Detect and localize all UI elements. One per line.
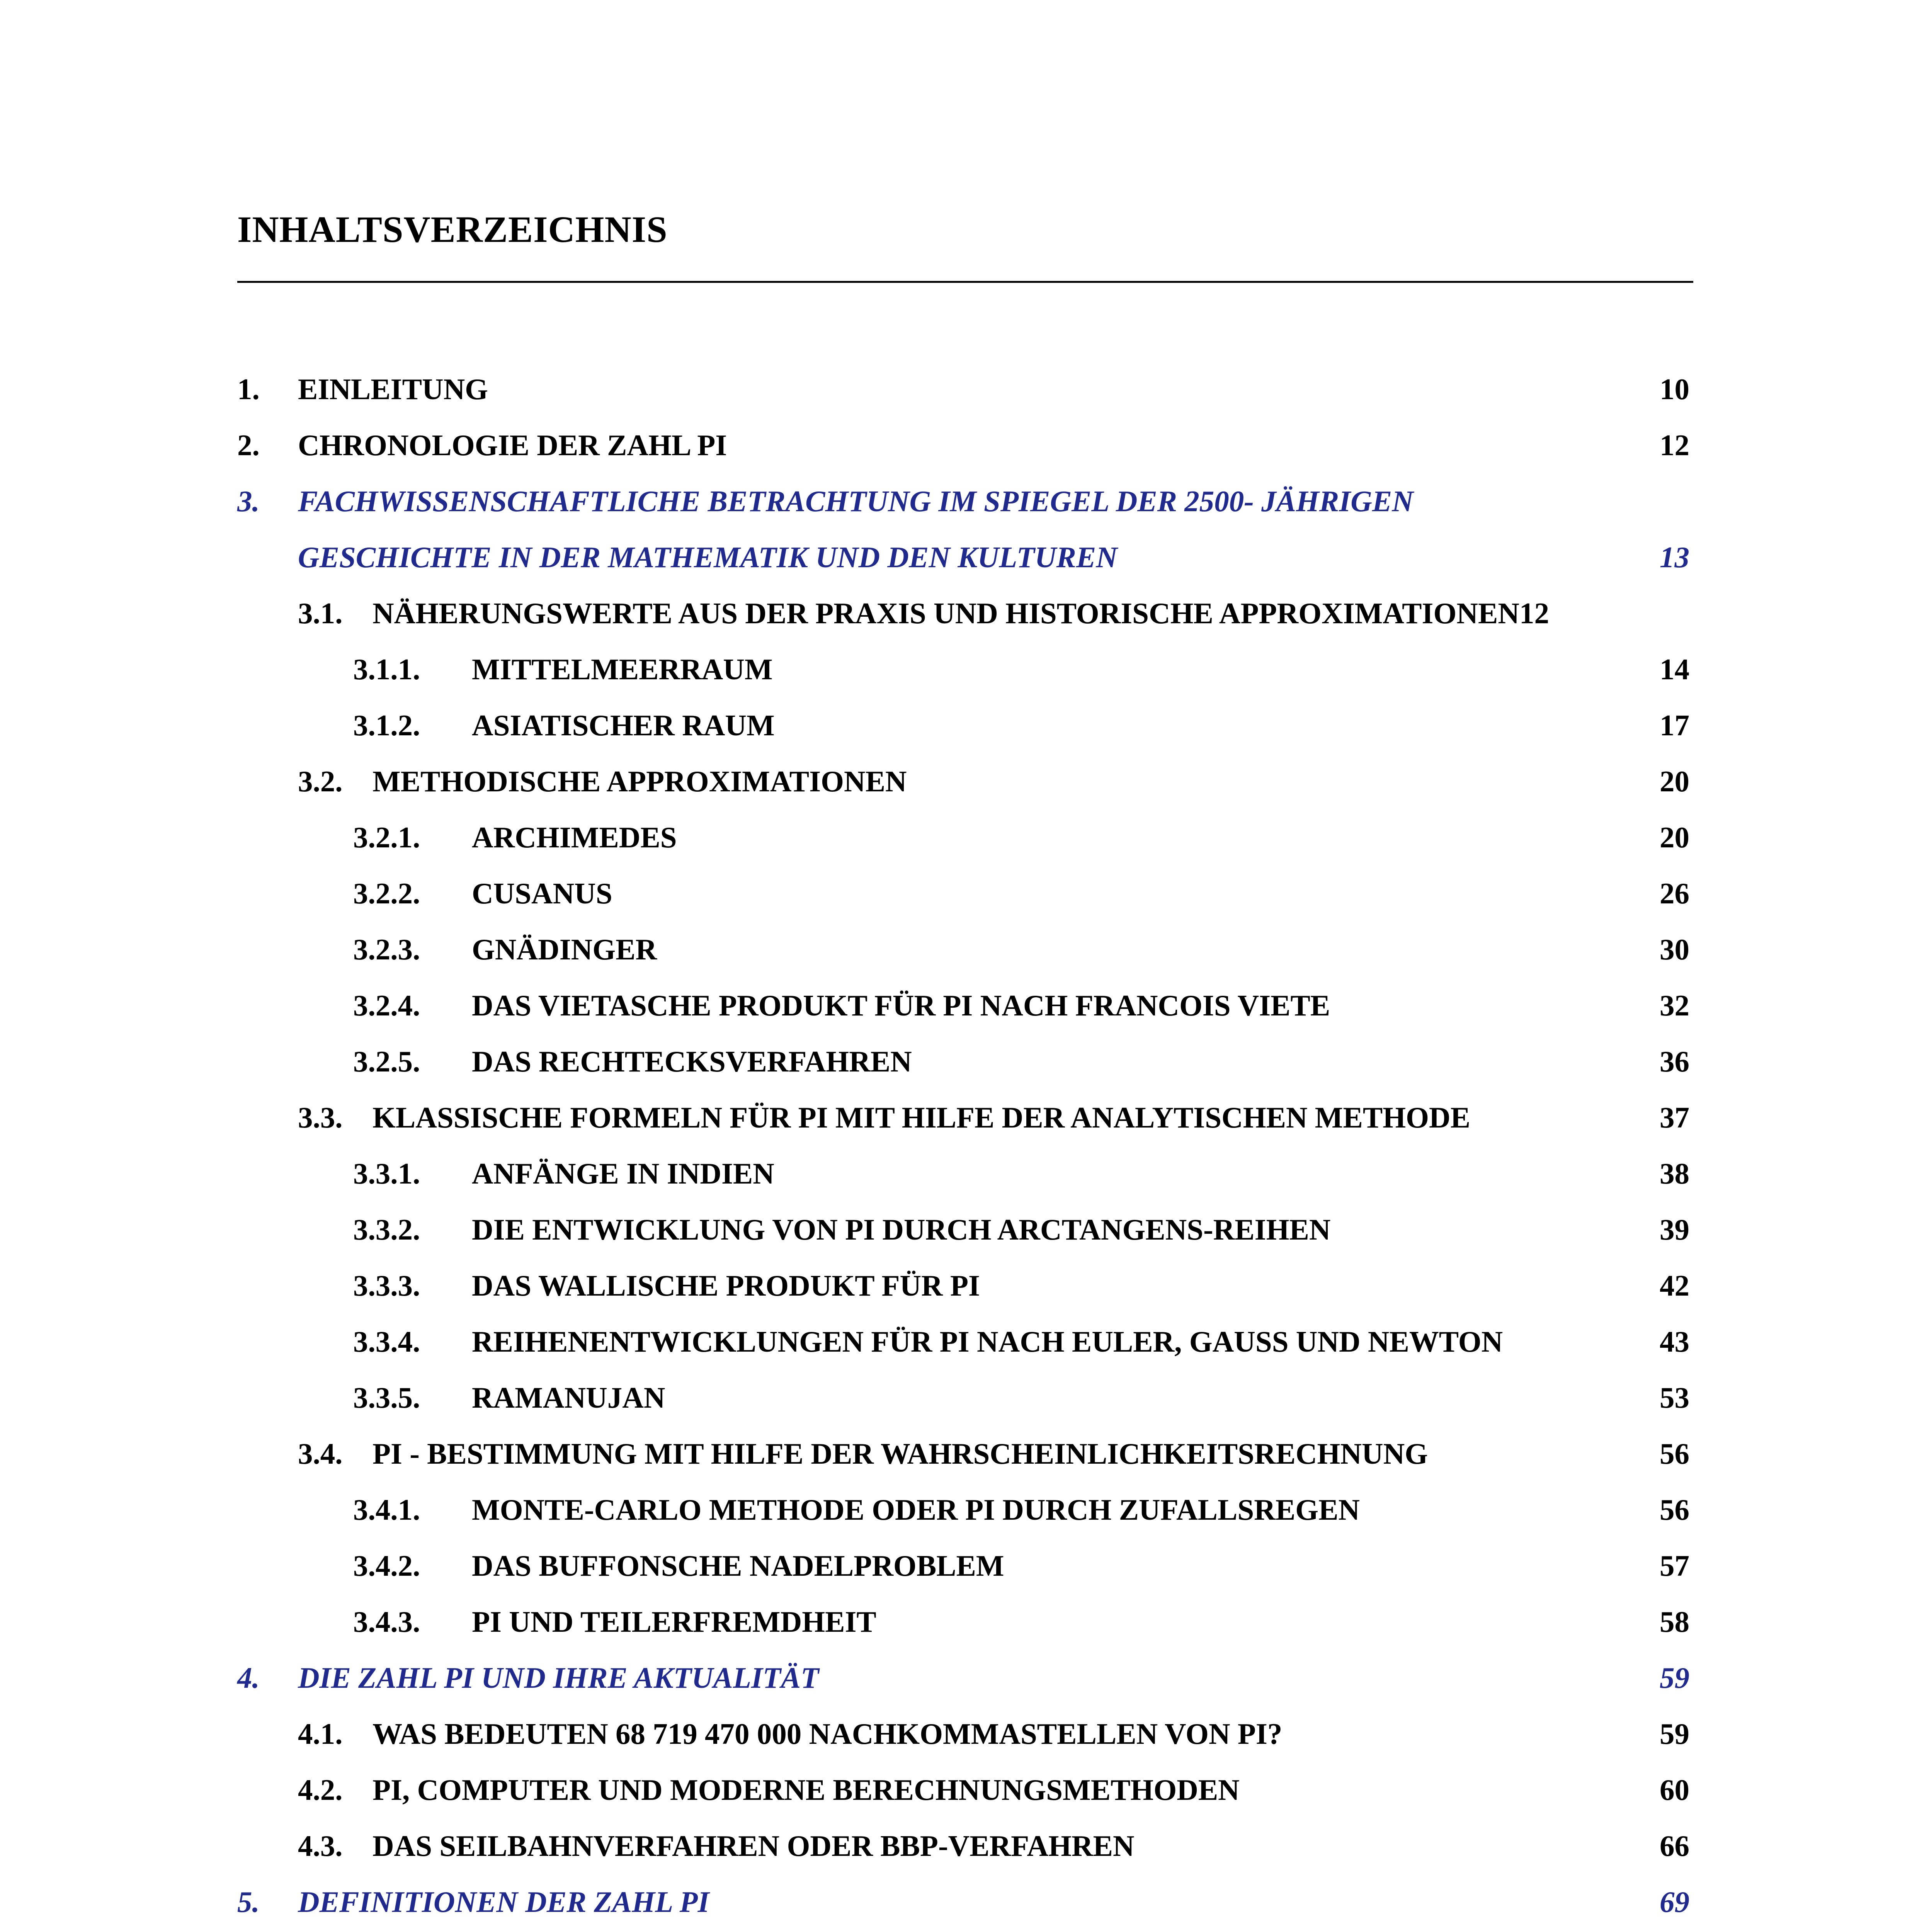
- title-divider: [237, 281, 1693, 283]
- toc-entry-title: CHRONOLOGIE DER ZAHL PI: [298, 429, 727, 462]
- toc-entry-number: 4.: [237, 1661, 260, 1694]
- toc-entry-number: 1.: [237, 372, 260, 406]
- toc-entry: [237, 922, 1689, 978]
- toc-entry-page: 38: [1660, 1157, 1689, 1190]
- toc-entry-number: 3.3.2.: [353, 1213, 420, 1246]
- page-title: INHALTSVERZEICHNIS: [237, 209, 668, 250]
- toc-entry-page: 20: [1660, 821, 1689, 854]
- toc-entry: [237, 697, 1689, 753]
- toc-entry-title: DEFINITIONEN DER ZAHL PI: [298, 1885, 709, 1918]
- toc-entry-page: [1660, 1930, 1689, 1932]
- toc-entry-title: DAS SEILBAHNVERFAHREN ODER BBP-VERFAHREN: [373, 1829, 1135, 1862]
- toc-entry-page: 12: [1660, 429, 1689, 462]
- toc-entry: [237, 1874, 1689, 1930]
- toc-entry-page: 56: [1660, 1493, 1689, 1526]
- toc-entry-page: 69: [1660, 1885, 1689, 1918]
- toc-entry: [237, 361, 1689, 417]
- toc-entry: [237, 1538, 1689, 1594]
- toc-entry: [237, 1426, 1689, 1482]
- toc-entry-number: 3.4.: [298, 1437, 343, 1470]
- toc-entry: [237, 1706, 1689, 1762]
- toc-entry-number: 3.3.: [298, 1101, 343, 1134]
- toc-entry-number: 3.3.3.: [353, 1269, 420, 1302]
- toc-entry-title: PI - BESTIMMUNG MIT HILFE DER WAHRSCHEINLICHKEITSRECHNUNG: [373, 1437, 1428, 1470]
- toc-entry-page: 30: [1660, 933, 1689, 966]
- toc-entry-number: 3.2.3.: [353, 933, 420, 966]
- toc-entry: [237, 1370, 1689, 1426]
- toc-entry-page: 42: [1660, 1269, 1689, 1302]
- toc-entry-page: 59: [1660, 1661, 1689, 1694]
- toc-entry-number: 3.2.5.: [353, 1045, 420, 1078]
- toc-entry-title: DAS BUFFONSCHE NADELPROBLEM: [472, 1549, 1004, 1582]
- toc-entry-title: METHODISCHE APPROXIMATIONEN: [373, 765, 907, 798]
- toc-entry-title: DIE ENTWICKLUNG VON PI DURCH ARCTANGENS-REIHEN: [472, 1213, 1331, 1246]
- toc-entry-number: 2.: [237, 429, 260, 462]
- toc-entry-number: 3.4.3.: [353, 1605, 420, 1638]
- toc-entry-number: 3.2.: [298, 765, 343, 798]
- toc-entry-title: FACHWISSENSCHAFTLICHE BETRACHTUNG IM SPIEGEL DER 2500- JÄHRIGEN: [298, 485, 1414, 518]
- toc-entry-title: NÄHERUNGSWERTE AUS DER PRAXIS UND HISTORISCHE APPROXIMATIONEN12: [373, 597, 1549, 630]
- toc-entry-title: REIHENENTWICKLUNGEN FÜR PI NACH EULER, GAUSS UND NEWTON: [472, 1325, 1503, 1358]
- toc-entry-page: 13: [1660, 541, 1689, 574]
- toc-entry: [237, 978, 1689, 1034]
- toc-entry: [237, 1090, 1689, 1146]
- toc-entry-page: 56: [1660, 1437, 1689, 1470]
- toc-entry-page: 59: [1660, 1717, 1689, 1750]
- toc-entry-title: PI UND TEILERFREMDHEIT: [472, 1605, 876, 1638]
- toc-entry-page: 20: [1660, 765, 1689, 798]
- toc-entry-page: 57: [1660, 1549, 1689, 1582]
- toc-entry-title: DIE ZAHL PI UND IHRE AKTUALITÄT: [298, 1661, 819, 1694]
- toc-entry-title: ANFÄNGE IN INDIEN: [472, 1157, 774, 1190]
- toc-entry-number: [298, 1930, 343, 1932]
- toc-entry-number: 3.3.4.: [353, 1325, 420, 1358]
- table-of-contents: [237, 361, 1689, 1932]
- toc-entry: [237, 585, 1689, 641]
- toc-entry-title: DAS VIETASCHE PRODUKT FÜR PI NACH FRANCOIS VIETE: [472, 989, 1330, 1022]
- toc-entry-page: 32: [1660, 989, 1689, 1022]
- toc-entry: [237, 1034, 1689, 1090]
- toc-entry: [237, 1930, 1689, 1932]
- toc-entry: [237, 1202, 1689, 1258]
- toc-entry: [237, 1314, 1689, 1370]
- toc-entry-page: 39: [1660, 1213, 1689, 1246]
- toc-entry-number: 3.4.1.: [353, 1493, 420, 1526]
- toc-entry: [237, 417, 1689, 473]
- toc-entry-title: [373, 1930, 1123, 1932]
- toc-entry: [237, 1482, 1689, 1538]
- toc-entry: [237, 529, 1689, 585]
- toc-entry-number: 3.3.5.: [353, 1381, 420, 1414]
- toc-entry: [237, 1146, 1689, 1202]
- toc-entry-title: WAS BEDEUTEN 68 719 470 000 NACHKOMMASTELLEN VON PI?: [373, 1717, 1283, 1750]
- toc-entry-title: MITTELMEERRAUM: [472, 653, 773, 686]
- toc-entry: [237, 641, 1689, 697]
- toc-entry-number: 3.2.4.: [353, 989, 420, 1022]
- toc-entry-page: 10: [1660, 372, 1689, 406]
- toc-entry: [237, 1258, 1689, 1314]
- toc-entry-title: DAS WALLISCHE PRODUKT FÜR PI: [472, 1269, 980, 1302]
- toc-entry-title: ASIATISCHER RAUM: [472, 709, 775, 742]
- toc-entry-title: EINLEITUNG: [298, 372, 488, 406]
- toc-entry-number: 5.: [237, 1885, 260, 1918]
- toc-entry-number: 3.3.1.: [353, 1157, 420, 1190]
- toc-entry-title: CUSANUS: [472, 877, 612, 910]
- toc-entry-title: MONTE-CARLO METHODE ODER PI DURCH ZUFALLSREGEN: [472, 1493, 1360, 1526]
- toc-entry-page: 17: [1660, 709, 1689, 742]
- toc-entry-page: 36: [1660, 1045, 1689, 1078]
- toc-entry: [237, 1762, 1689, 1818]
- toc-entry-title: GNÄDINGER: [472, 933, 657, 966]
- toc-entry-title: ARCHIMEDES: [472, 821, 677, 854]
- toc-entry: [237, 1818, 1689, 1874]
- toc-entry-page: 14: [1660, 653, 1689, 686]
- toc-entry: [237, 866, 1689, 922]
- toc-entry-number: 3.1.: [298, 597, 343, 630]
- toc-entry-page: 37: [1660, 1101, 1689, 1134]
- toc-entry-title: RAMANUJAN: [472, 1381, 665, 1414]
- toc-entry-number: 3.1.2.: [353, 709, 420, 742]
- toc-entry-title: PI, COMPUTER UND MODERNE BERECHNUNGSMETHODEN: [373, 1773, 1240, 1806]
- toc-entry-page: 43: [1660, 1325, 1689, 1358]
- toc-entry: [237, 1650, 1689, 1706]
- toc-entry-number: 4.2.: [298, 1773, 343, 1806]
- toc-entry-title: DAS RECHTECKSVERFAHREN: [472, 1045, 912, 1078]
- toc-entry: [237, 1594, 1689, 1650]
- toc-entry-number: 3.: [237, 485, 260, 518]
- toc-entry-page: 53: [1660, 1381, 1689, 1414]
- toc-entry-page: 26: [1660, 877, 1689, 910]
- toc-entry: [237, 473, 1689, 529]
- toc-entry-number: 3.2.1.: [353, 821, 420, 854]
- toc-entry: [237, 753, 1689, 810]
- toc-entry-page: 58: [1660, 1605, 1689, 1638]
- toc-entry-title: GESCHICHTE IN DER MATHEMATIK UND DEN KULTUREN: [298, 541, 1118, 574]
- toc-entry: [237, 810, 1689, 866]
- toc-entry-number: 3.4.2.: [353, 1549, 420, 1582]
- toc-entry-title: KLASSISCHE FORMELN FÜR PI MIT HILFE DER ANALYTISCHEN METHODE: [373, 1101, 1470, 1134]
- toc-entry-number: 3.1.1.: [353, 653, 420, 686]
- toc-entry-page: 60: [1660, 1773, 1689, 1806]
- toc-entry-number: 4.3.: [298, 1829, 343, 1862]
- toc-entry-page: 66: [1660, 1829, 1689, 1862]
- toc-entry-number: 3.2.2.: [353, 877, 420, 910]
- toc-entry-number: 4.1.: [298, 1717, 343, 1750]
